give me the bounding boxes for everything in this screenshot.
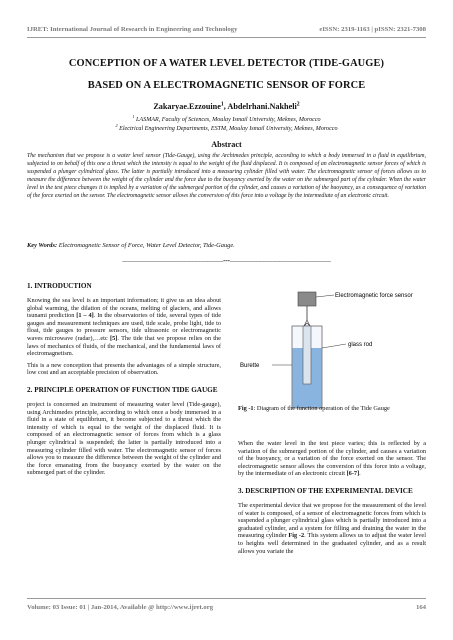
- author-1: Zakaryae.Ezzouine: [153, 102, 221, 111]
- keywords: [27, 242, 426, 249]
- section-1-paragraph-2: This is a new conception that presents the advantages of a simple structure, low cost and an acceptable precision of observation.: [27, 361, 221, 377]
- issn: eISSN: 2319-1163 | pISSN: 2321-7308: [319, 26, 426, 33]
- volume-info: Volume: 03 Issue: 01 | Jan-2014, Available @ http://www.ijret.org: [27, 604, 214, 611]
- header-rule: [27, 37, 426, 38]
- affiliation-1-text: LASMAR, Faculty of Sciences, Moulay Ismail University, Meknes, Morocco: [134, 117, 321, 124]
- section-divider: --------------------------------------------------------------------------***--------------------------------------------------------------------------: [122, 260, 331, 265]
- author-separator: ,: [223, 102, 228, 111]
- affiliation-2: [0, 123, 453, 133]
- s3-p1-text-b: . This system allows us to adjust the water level to heights well determined in the graduated cylinder, and as a result allows you variate the: [238, 532, 426, 555]
- section-2-title: 2. PRINCIPLE OPERATION OF FUNCTION TIDE GAUGE: [27, 385, 218, 394]
- section-1-paragraph-1: [27, 297, 221, 358]
- journal-name: IJRET: International Journal of Research in Engineering and Technology: [27, 26, 238, 33]
- section-3-title: 3. DESCRIPTION OF THE EXPERIMENTAL DEVICE: [238, 486, 413, 495]
- force-sensor-box: [298, 292, 316, 306]
- right-column: [238, 440, 426, 559]
- keywords-label: Key Words:: [27, 242, 58, 249]
- s1-p1-text-c: . The tide that we propose relies on the laws of mechanics of fluids, of the mechanical, and the fundamental laws of electromagnetism.: [27, 334, 221, 358]
- hook-icon: [304, 320, 310, 326]
- s3-p1-text-a: The experimental device that we propose for the measurement of the level of water is composed, of a sensor of electromagnetic forces from which is suspended a plunger cylindrical glass which is partially introduced into a graduated cylinder, and a system for filling and draining the water in the measuring cylinder: [238, 501, 426, 540]
- paper-title: [20, 53, 433, 97]
- glass-rod: [303, 326, 311, 384]
- keywords-text: Electromagnetic Sensor of Force, Water Level Detector, Tide-Gauge.: [57, 242, 235, 249]
- section-3-paragraph-1: [238, 502, 426, 555]
- glass-rod-label: glass rod: [348, 342, 373, 348]
- s1-p1-text-a: Knowing the sea level is an important information; it give us an idea about global warming, the dilation of the oceans, melting of glaciers, and allows tsunami prediction: [27, 297, 221, 320]
- s1-p1-text-b: . In the observatories of tide, several types of tide gauges and measurement techniques are used, tide scale, probe light, tide to float, tide gauges to pressure sensors, tide ultrasonic or electromagnetic waves microwave (radar),…etc: [27, 312, 222, 342]
- footer-rule: [27, 598, 426, 599]
- burette-label: Burette: [240, 363, 260, 369]
- affiliation-1: [0, 114, 453, 124]
- author-2: Abdelrhani.Nakheli: [227, 102, 297, 111]
- affiliation-2-text: Electrical Engineering Departments, ESTM, Moulay Ismail University, Meknes, Morocco: [117, 126, 338, 133]
- affiliation-1-sup: 1: [132, 114, 135, 119]
- abstract-heading: Abstract: [211, 140, 242, 149]
- tide-gauge-diagram: [238, 276, 426, 426]
- section-1-title: 1. INTRODUCTION: [27, 282, 92, 290]
- author-2-sup: 2: [296, 101, 300, 108]
- citation-5: [5]: [110, 334, 118, 342]
- sensor-label: Electromagnetic force sensor: [335, 293, 413, 299]
- figure-label: Fig -1: [238, 405, 254, 412]
- abstract-text: The mechanism that we propose is a water level sensor (Tide-Gauge), using the Archimedes principle, according to which a body immersed in a fluid in equilibrium, subjected to on behalf of this one a thrust which the intensity is equal to the weight of the fluid displaced. It is composed of an electromagnetic sensor forces of which is suspended a plunger cylindrical glass. The latter is partially introduced into a measuring cylinder filled with water. The electromagnetic sensor of forces allows us to measure the difference between the weight of the cylinder and the force due to the buoyancy exerted by the water on the submerged part of the cylinder. When the water level in the test piece changes it is implied by a variation of the submerged portion of the cylinder, and causes a variation of the buoyancy, as a consequence of variation of the force exerted on the sensor. The electromagnetic sensor allows the conversion of this force into a voltage by the intermediate of an electronic circuit.: [27, 153, 426, 199]
- section-2-paragraph-1: project is concerned an instrument of measuring water level (Tide-gauge), using Archimedes principle, according to which once a body immersed in a fluid in a state of equilibrium, it become subjected to a thrust which the intensity of which is equal to the weight of the displaced fluid. It is composed of an electromagnetic sensor of forces from which is a glass plunger cylindrical is suspended; the latter is partially introduced into a measuring cylinder filled with water. The electromagnetic sensor of forces allows you to measure the difference between the weight of the cylinder and the force emanating from the buoyancy exerted by the water on the submerged part of the cylinder.: [27, 400, 221, 477]
- affiliation-2-sup: 2: [115, 123, 118, 128]
- authors: [0, 102, 453, 111]
- r-p1-text-a: When the water level in the test piece varies; this is reflected by a variation of the submerged portion of the cylinder, and causes a variation of the buoyancy, or a variation of the force exerted on the sensor. The electromagnetic sensor allows the conversion of this force into a voltage, by the intermediate of an electronic circuit: [238, 440, 426, 478]
- left-column: [27, 279, 221, 481]
- page-number: 164: [415, 604, 426, 611]
- sensor-leader-line: [316, 295, 334, 297]
- r-p1-text-b: .: [359, 470, 361, 478]
- glass-rod-leader-line: [322, 344, 346, 348]
- right-paragraph-1: [238, 440, 426, 478]
- running-footer: [27, 604, 426, 611]
- citation-1-4: [1 – 4]: [76, 312, 94, 320]
- author-1-sup: 1: [220, 101, 224, 108]
- running-header: [27, 26, 426, 33]
- citation-6-7: [6-7]: [346, 470, 360, 478]
- figure-caption: [238, 405, 426, 412]
- figure-caption-text: : Diagram of the function operation of the Tide Gauge: [253, 405, 390, 412]
- title-line-2: BASED ON A ELECTROMAGNETIC SENSOR OF FORCE: [87, 80, 366, 91]
- figure-2-reference: Fig -2: [288, 532, 305, 540]
- title-line-1: CONCEPTION OF A WATER LEVEL DETECTOR (TIDE-GAUGE): [68, 58, 385, 69]
